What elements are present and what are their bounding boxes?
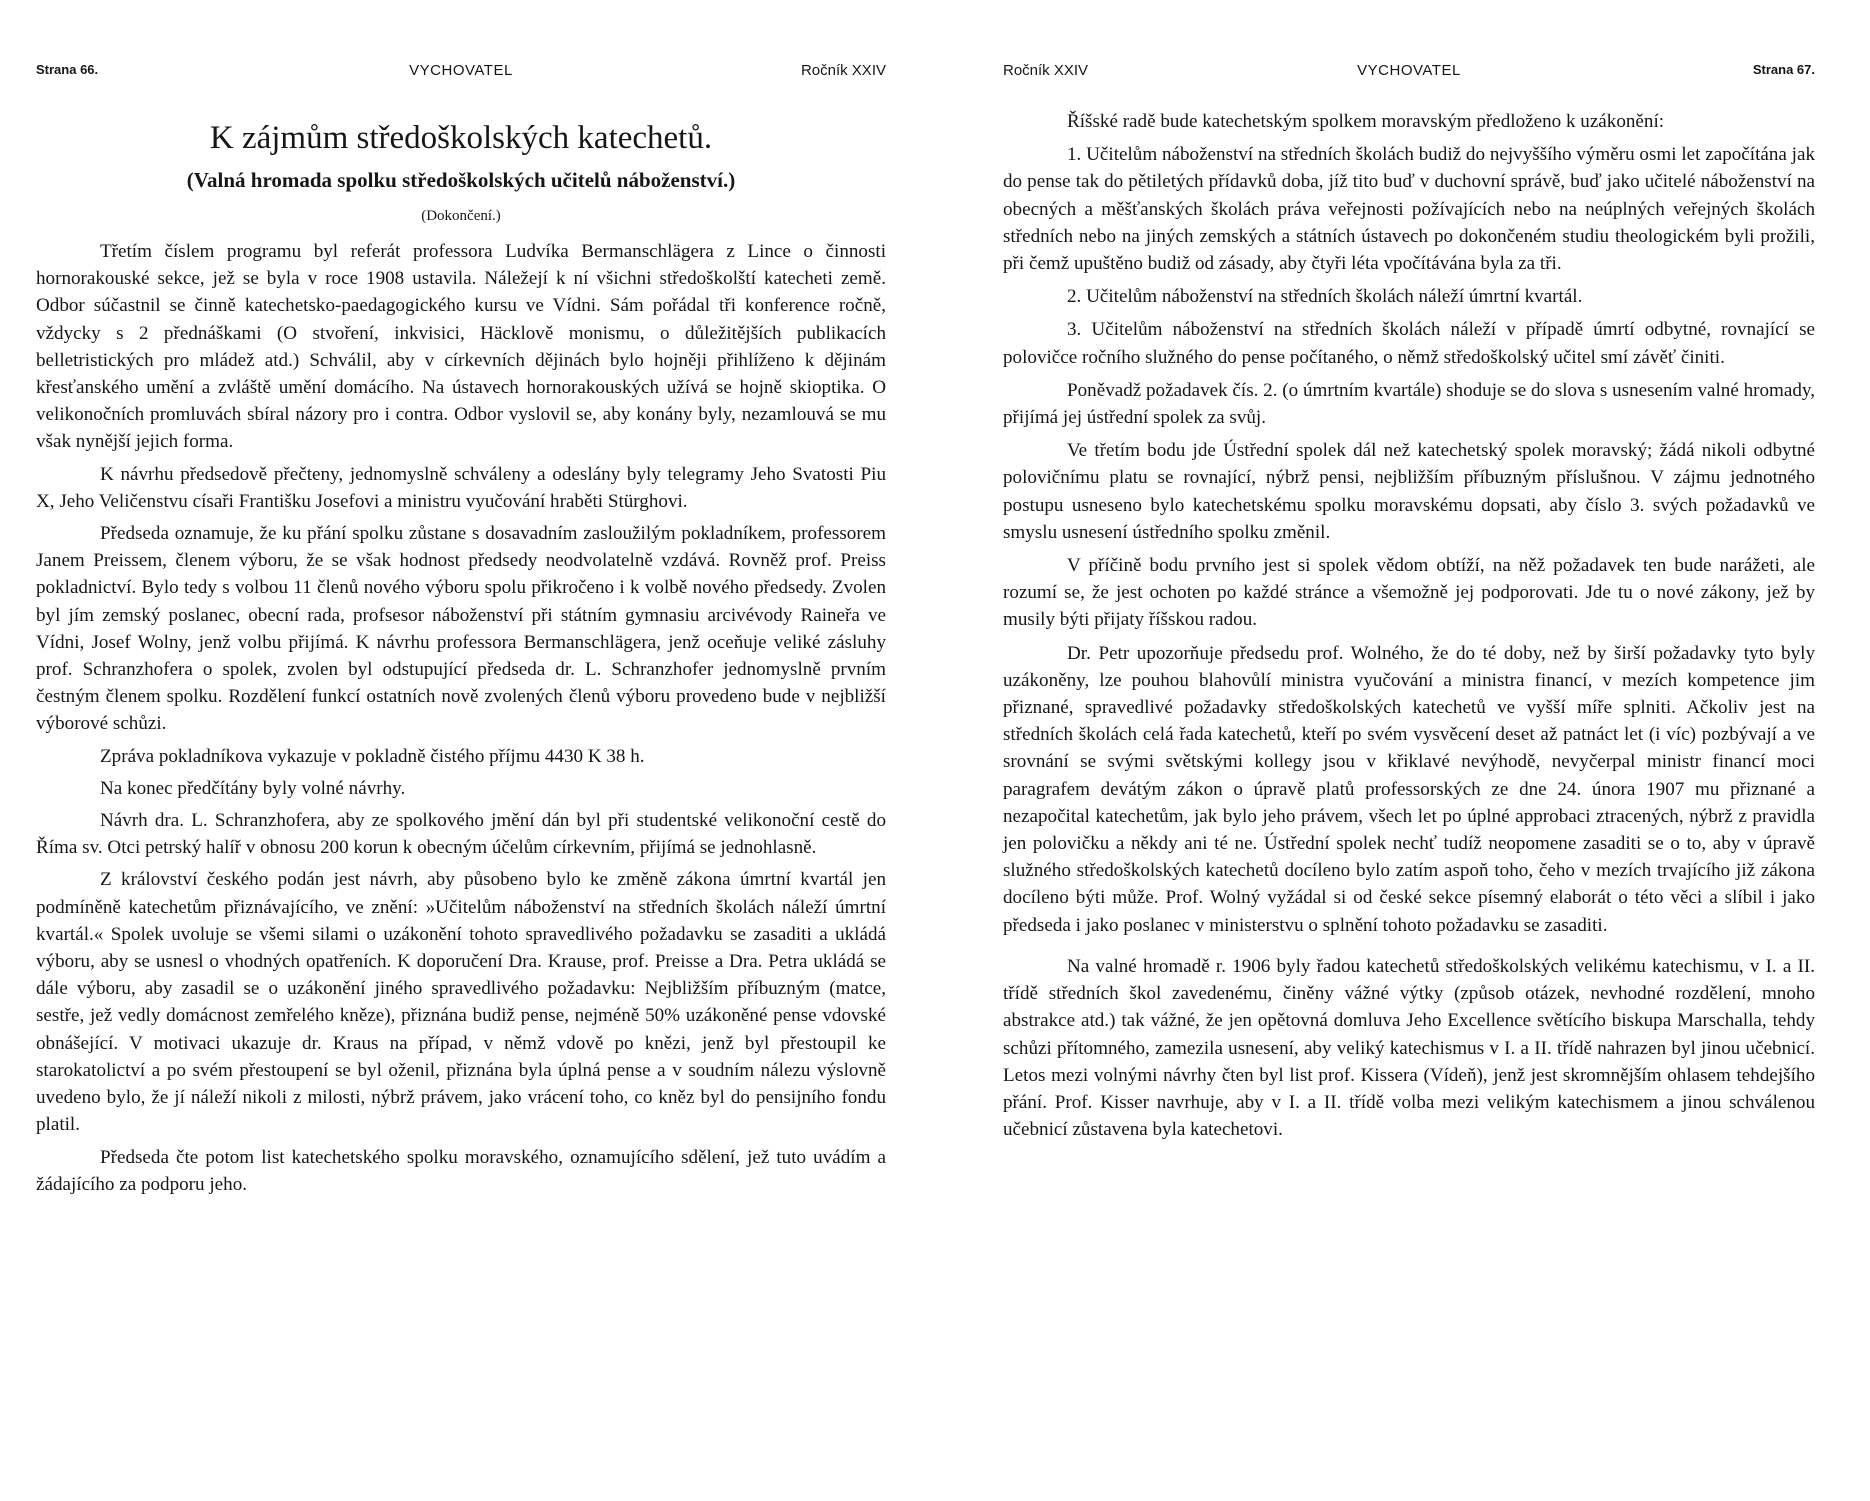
article-subtitle: (Valná hromada spolku středoškolských učitelů náboženství.) [186, 168, 736, 192]
paragraph: Návrh dra. L. Schranzhofera, aby ze spolkového jmění dán byl při studentské velikonoční cestě do Říma sv. Otci petrský halíř v obnosu 200 korun k obecným účelům církevním, přijímá se jednohlasně. [36, 810, 886, 859]
journal-title: VYCHOVATEL [409, 62, 513, 79]
paragraph: Předseda čte potom list katechetského spolku moravského, oznamujícího sdělení, jež tuto uvádím a žádajícího za podporu jeho. [36, 1146, 886, 1195]
paragraph: 2. Učitelům náboženství na středních školách náleží úmrtní kvartál. [1067, 286, 1583, 308]
journal-title: VYCHOVATEL [1357, 62, 1461, 79]
paragraph: Na valné hromadě r. 1906 byly řadou katechetů středoškolských velikému katechismu, v I. a II. třídě středních škol zavedenému, činěny vážné výtky (způsob otázek, nevhodné rozdělení, mnoho abstrakce atd.) tak vážné, že jen opětovná domluva Jeho Excellence světícího biskupa Marschalla, tehdy schůzi přítomného, zamezila usnesení, aby veliký katechismus v I. a II. třídě nahrazen byl jinou učebnicí. Letos mezi volnými návrhy čten byl list prof. Kissera (Vídeň), jenž jest skromnějším ohlasem tehdejšího přání. Prof. Kisser navrhuje, aby v I. a II. třídě volba mezi velikým katechismem a jinou schválenou učebnicí zůstavena byla katechetovi. [1003, 955, 1815, 1141]
paragraph: Poněvadž požadavek čís. 2. (o úmrtním kvartále) shoduje se do slova s usnesením valné hromady, přijímá jej ústřední spolek za svůj. [1003, 379, 1816, 429]
volume-label: Ročník XXIV [1003, 62, 1089, 79]
paragraph: Zpráva pokladníkova vykazuje v pokladně čistého příjmu 4430 K 38 h. [100, 745, 645, 767]
paragraph: Z království českého podán jest návrh, aby působeno bylo ke změně zákona úmrtní kvartál jen podmíněně katechetům přiznávajícího, ve znění: »Učitelům náboženství na středních školách náleží úmrtní kvartál.« Spolek uvoluje se všemi silami o uzákonění tohoto spravedlivého požadavku se zasaditi a ukládá výboru, aby se usnesl o vhodných opatřeních. K doporučení Dra. Krause, prof. Preisse a Dra. Petra ukládá se dále výboru, aby zasadil se o uzákonění jiného spravedlivého požadavku: Nejbližším příbuzným (matce, sestře, jež vedly domácnost zemřelého kněze), přiznána budiž pense, nejméně 50% uzákoněné pense vdovské obnášející. V motivaci ukazuje dr. Kraus na případ, v němž vdově po knězi, jenž byl přestoupil ke starokatolictví a po svém přestoupení se byl oženil, přiznána byla úplná pense a v soudním nálezu výslovně uvedeno bylo, že jí náleží nikoli z milosti, nýbrž právem, jako vrácení toho, co kněz byl do pensijního fondu platil. [36, 869, 886, 1136]
right-page-header [1003, 62, 1815, 92]
paragraph: Třetím číslem programu byl referát professora Ludvíka Bermanschlägera z Lince o činnosti hornorakouské sekce, jež se byla v roce 1908 ustavila. Náležejí k ní všichni středoškolští katecheti země. Odbor súčastnil se činně katechetsko-paedagogického kursu ve Vídni. Sám pořádal tři konference ročně, vždycky s 2 přednáškami (O stvoření, inkvisici, Häcklově monismu, o důležitějších publikacích belletristických pro mládež atd.) Schválil, aby v církevních dějinách bylo hojněji přihlíženo k dějinám křesťanského umění a zvláště umění domácího. Na ústavech hornorakouských užívá se hojně skioptika. O velikonočních promluvách sbíral názory pro i contra. Odbor vyslovil se, aby konány byly, nezamlouvá se mu však nynější jejich forma. [36, 241, 886, 453]
article-title: K zájmům středoškolských katechetů. [209, 120, 713, 156]
paragraph: Dr. Petr upozorňuje předsedu prof. Wolného, že do té doby, než by širší požadavky tyto byly uzákoněny, lze pouhou blahovůlí ministra vyučování a ministra financí, v mezích kompetence jim přiznané, spravedlivé požadavky středoškolských katechetů ve vyšší míře splniti. Ačkoliv jest na středních školách celá řada katechetů, kteří po svém vysvěcení deset až patnáct let (i víc) pozbývají a ve srovnání se svými světskými kollegy jsou v křiklavé nevýhodě, nevyčerpal ministr financí moci paragrafem devátým zákon o úpravě platů professorských ze dne 24. února 1907 mu přiznané a nezapočital katechetům, jak bylo jeho právem, všech let po úplné approbaci ztracených, nýbrž z pravidla jen polovičku a někdy ani té ne. Ústřední spolek nechť tudíž neopomene zasaditi se o to, aby v úpravě služného středoškolských katechetů docíleno bylo zatím aspoň toho, čeho v mezích trvajícího již zákona docíleno býti může. Prof. Wolný vyžádal si od české sekce písemný elaborát o této věci a slíbil i jako předseda i jako poslanec v ministerstvu o splnění tohoto požadavku se zasaditi. [1003, 642, 1815, 936]
paragraph: Na konec předčítány byly volné návrhy. [100, 777, 406, 799]
page-number: Strana 66. [36, 62, 99, 77]
paragraph: 1. Učitelům náboženství na středních školách budiž do nejvyššího výměru osmi let započítána jak do pense tak do pětiletých přídavků doba, jíž tito buď v duchovní správě, buď jako učitelé náboženství na obecných a měšťanských školách práva veřejnosti požívajících nebo na neúplných veřejných školách středních nebo na jiných zemských a státních ústavech po dokončeném studiu theologickém byli prožili, při čemž upuštěno budiž od zásady, aby čtyři léta vpočítávána byla za tři. [1003, 144, 1815, 275]
paragraph: 3. Učitelům náboženství na středních školách náleží v případě úmrtí odbytné, rovnající se polovičce ročního služného do pense počítaného, o němž středoškolský učitel smí závěť činiti. [1003, 319, 1815, 368]
left-page-text [36, 238, 886, 1203]
paragraph: Ve třetím bodu jde Ústřední spolek dál než katechetský spolek moravský; žádá nikoli odbytné polovičnímu platu se rovnající, nýbrž pensi, nejbližším příbuzným příslušnou. V zájmu jednotného postupu usneseno bylo katechetskému spolku moravskému dopsati, aby číslo 3. svých požadavků ve smyslu usnesení ústředního spolku změnil. [1003, 440, 1815, 543]
right-page-text [1003, 108, 1815, 1149]
paragraph: Říšské radě bude katechetským spolkem moravským předloženo k uzákonění: [1067, 111, 1665, 132]
continuation-note: (Dokončení.) [421, 208, 501, 224]
paragraph: V příčině bodu prvního jest si spolek vědom obtíží, na něž požadavek ten bude narážeti, ale rozumí se, že jest ochoten po každé stránce a všemožně jej podporovati. Jde tu o nové zákony, jež by musily býti přijaty říšskou radou. [1003, 555, 1815, 631]
paragraph: Předseda oznamuje, že ku přání spolku zůstane s dosavadním zasloužilým pokladníkem, professorem Janem Preissem, členem výboru, že se však hodnost předsedy neodvolatelně vzdává. Rovněž prof. Preiss pokladnictví. Bylo tedy s volbou 11 členů nového výboru spolu přikročeno i k volbě nového předsedy. Zvolen byl jím zemský poslanec, obecní rada, profsesor náboženství při státním gymnasiu arcivévody Raineřa ve Vídni, Josef Wolny, jenž volbu přijímá. K návrhu professora Bermanschlägera, jenž oceňuje veliké zásluhy prof. Schranzhofera o spolek, zvolen byl odstupující předseda dr. L. Schranzhofer jednomyslně prvním čestným členem spolku. Rozdělení funkcí ostatních nově zvolených členů výboru provedeno bude v nejbližší výborové schůzi. [36, 523, 886, 735]
left-page-header [36, 62, 886, 92]
page-number: Strana 67. [1752, 62, 1815, 77]
paragraph: K návrhu předsedově přečteny, jednomyslně schváleny a odeslány byly telegramy Jeho Svatosti Piu X, Jeho Veličenstvu císaři Františku Josefovi a ministru vyučování hraběti Stürghovi. [36, 463, 886, 512]
left-page [36, 0, 886, 1501]
volume-label: Ročník XXIV [800, 62, 886, 79]
right-page [1003, 0, 1815, 1501]
